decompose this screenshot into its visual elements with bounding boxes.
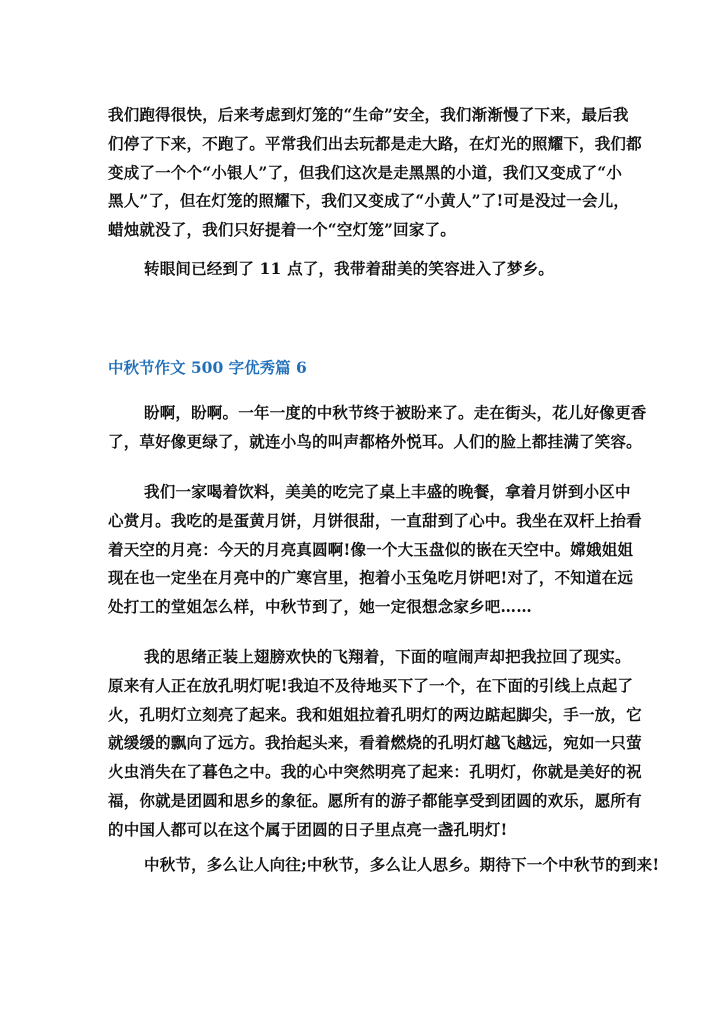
paragraph-line: 我们跑得很快，后来考虑到灯笼的“生命”安全，我们渐渐慢了下来，最后我 bbox=[108, 105, 629, 124]
paragraph-line: 我的思绪正装上翅膀欢快的飞翔着，下面的喧闹声却把我拉回了现实。 bbox=[144, 647, 631, 666]
paragraph-lantern-walk bbox=[108, 101, 642, 245]
paragraph-closing bbox=[108, 851, 660, 880]
section-heading: 中秋节作文 500 字优秀篇 6 bbox=[108, 358, 307, 377]
paragraph-line: 火虫消失在了暮色之中。我的心中突然明亮了起来：孔明灯，你就是美好的祝 bbox=[108, 762, 642, 782]
paragraph-line: 福，你就是团圆和思乡的象征。愿所有的游子都能享受到团圆的欢乐，愿所有 bbox=[108, 790, 642, 810]
paragraph-line: 处打工的堂姐怎么样，中秋节到了，她一定很想念家乡吧…… bbox=[108, 597, 532, 617]
paragraph-line: 着天空的月亮：今天的月亮真圆啊!像一个大玉盘似的嵌在天空中。嫦娥姐姐 bbox=[108, 539, 634, 559]
paragraph-line: 现在也一定坐在月亮中的广寒宫里，抱着小玉兔吃月饼吧!对了，不知道在远 bbox=[108, 568, 634, 588]
paragraph-moon-viewing bbox=[108, 478, 642, 622]
paragraph-line: 火，孔明灯立刻亮了起来。我和姐姐拉着孔明灯的两边踮起脚尖，手一放，它 bbox=[108, 704, 642, 724]
paragraph-line: 我们一家喝着饮料，美美的吃完了桌上丰盛的晚餐，拿着月饼到小区中 bbox=[144, 482, 631, 501]
paragraph-line: 就缓缓的飘向了远方。我抬起头来，看着燃烧的孔明灯越飞越远，宛如一只萤 bbox=[108, 733, 642, 753]
paragraph-line: 转眼间已经到了 11 点了，我带着甜美的笑容进入了梦乡。 bbox=[144, 259, 554, 278]
paragraph-line: 了，草好像更绿了，就连小鸟的叫声都格外悦耳。人们的脸上都挂满了笑容。 bbox=[108, 431, 642, 451]
paragraph-dream bbox=[108, 255, 628, 284]
paragraph-sky-lantern bbox=[108, 643, 642, 845]
paragraph-festival-arrives bbox=[108, 399, 647, 457]
paragraph-line: 的中国人都可以在这个属于团圆的日子里点亮一盏孔明灯! bbox=[108, 819, 508, 839]
paragraph-line: 变成了一个个“小银人”了，但我们这次是走黑黑的小道，我们又变成了“小 bbox=[108, 162, 623, 182]
paragraph-line: 黑人”了，但在灯笼的照耀下，我们又变成了“小黄人”了!可是没过一会儿， bbox=[108, 191, 630, 211]
paragraph-line: 们停了下来，不跑了。平常我们出去玩都是走大路，在灯光的照耀下，我们都 bbox=[108, 133, 642, 153]
paragraph-line: 盼啊，盼啊。一年一度的中秋节终于被盼来了。走在街头，花儿好像更香 bbox=[144, 403, 647, 422]
paragraph-line: 蜡烛就没了，我们只好提着一个“空灯笼”回家了。 bbox=[108, 220, 456, 240]
paragraph-line: 心赏月。我吃的是蛋黄月饼，月饼很甜，一直甜到了心中。我坐在双杆上抬看 bbox=[108, 510, 642, 530]
paragraph-line: 中秋节，多么让人向往;中秋节，多么让人思乡。期待下一个中秋节的到来! bbox=[144, 855, 660, 874]
paragraph-line: 原来有人正在放孔明灯呢!我迫不及待地买下了一个，在下面的引线上点起了 bbox=[108, 675, 634, 695]
